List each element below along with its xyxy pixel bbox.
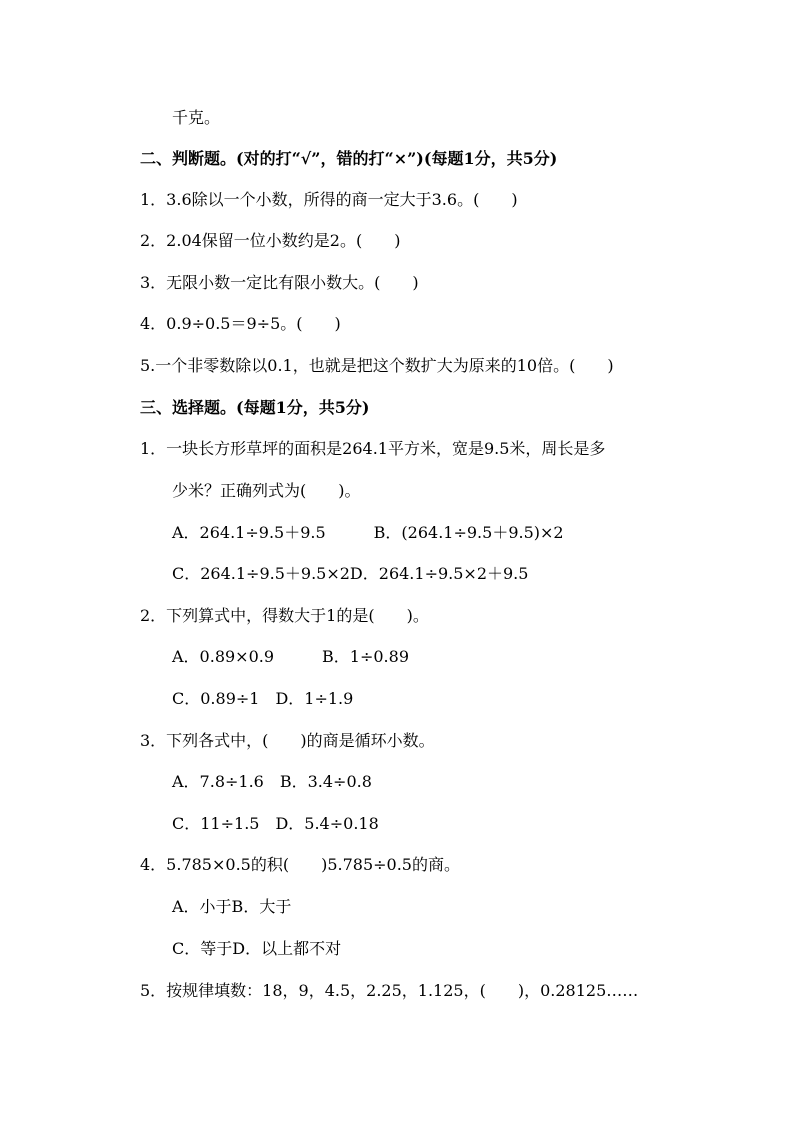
question-tf-3: 3．无限小数一定比有限小数大。( ) [140, 273, 419, 292]
options-mc-1-cd: C．264.1÷9.5＋9.5×2D．264.1÷9.5×2＋9.5 [172, 564, 529, 583]
question-mc-1: 1．一块长方形草坪的面积是264.1平方米，宽是9.5米，周长是多 [140, 439, 606, 458]
options-mc-3-cd: C．11÷1.5 D．5.4÷0.18 [172, 814, 379, 833]
question-mc-2: 2．下列算式中，得数大于1的是( )。 [140, 606, 429, 625]
section-heading-true-false: 二、判断题。(对的打“√”，错的打“×”)(每题1分，共5分) [140, 149, 558, 168]
question-mc-5: 5．按规律填数：18，9，4.5，2.25，1.125，( )，0.28125…… [140, 981, 639, 1000]
options-mc-4-ab: A．小于B．大于 [172, 897, 292, 916]
options-mc-4-cd: C．等于D．以上都不对 [172, 939, 342, 958]
section-heading-multiple-choice: 三、选择题。(每题1分，共5分) [140, 398, 370, 417]
question-tf-1: 1．3.6除以一个小数，所得的商一定大于3.6。( ) [140, 190, 518, 209]
text-line-continuation: 千克。 [172, 108, 221, 127]
options-mc-2-cd: C．0.89÷1 D．1÷1.9 [172, 689, 354, 708]
options-mc-1-ab: A．264.1÷9.5＋9.5 B．(264.1÷9.5＋9.5)×2 [172, 523, 564, 542]
question-mc-4: 4．5.785×0.5的积( )5.785÷0.5的商。 [140, 855, 460, 874]
question-mc-1-cont: 少米？正确列式为( )。 [172, 481, 361, 500]
options-mc-3-ab: A．7.8÷1.6 B．3.4÷0.8 [172, 772, 372, 791]
question-tf-2: 2．2.04保留一位小数约是2。( ) [140, 231, 401, 250]
question-mc-3: 3．下列各式中，( )的商是循环小数。 [140, 731, 435, 750]
question-tf-4: 4．0.9÷0.5＝9÷5。( ) [140, 314, 341, 333]
options-mc-2-ab: A．0.89×0.9 B．1÷0.89 [172, 647, 410, 666]
question-tf-5: 5.一个非零数除以0.1，也就是把这个数扩大为原来的10倍。( ) [140, 356, 614, 375]
